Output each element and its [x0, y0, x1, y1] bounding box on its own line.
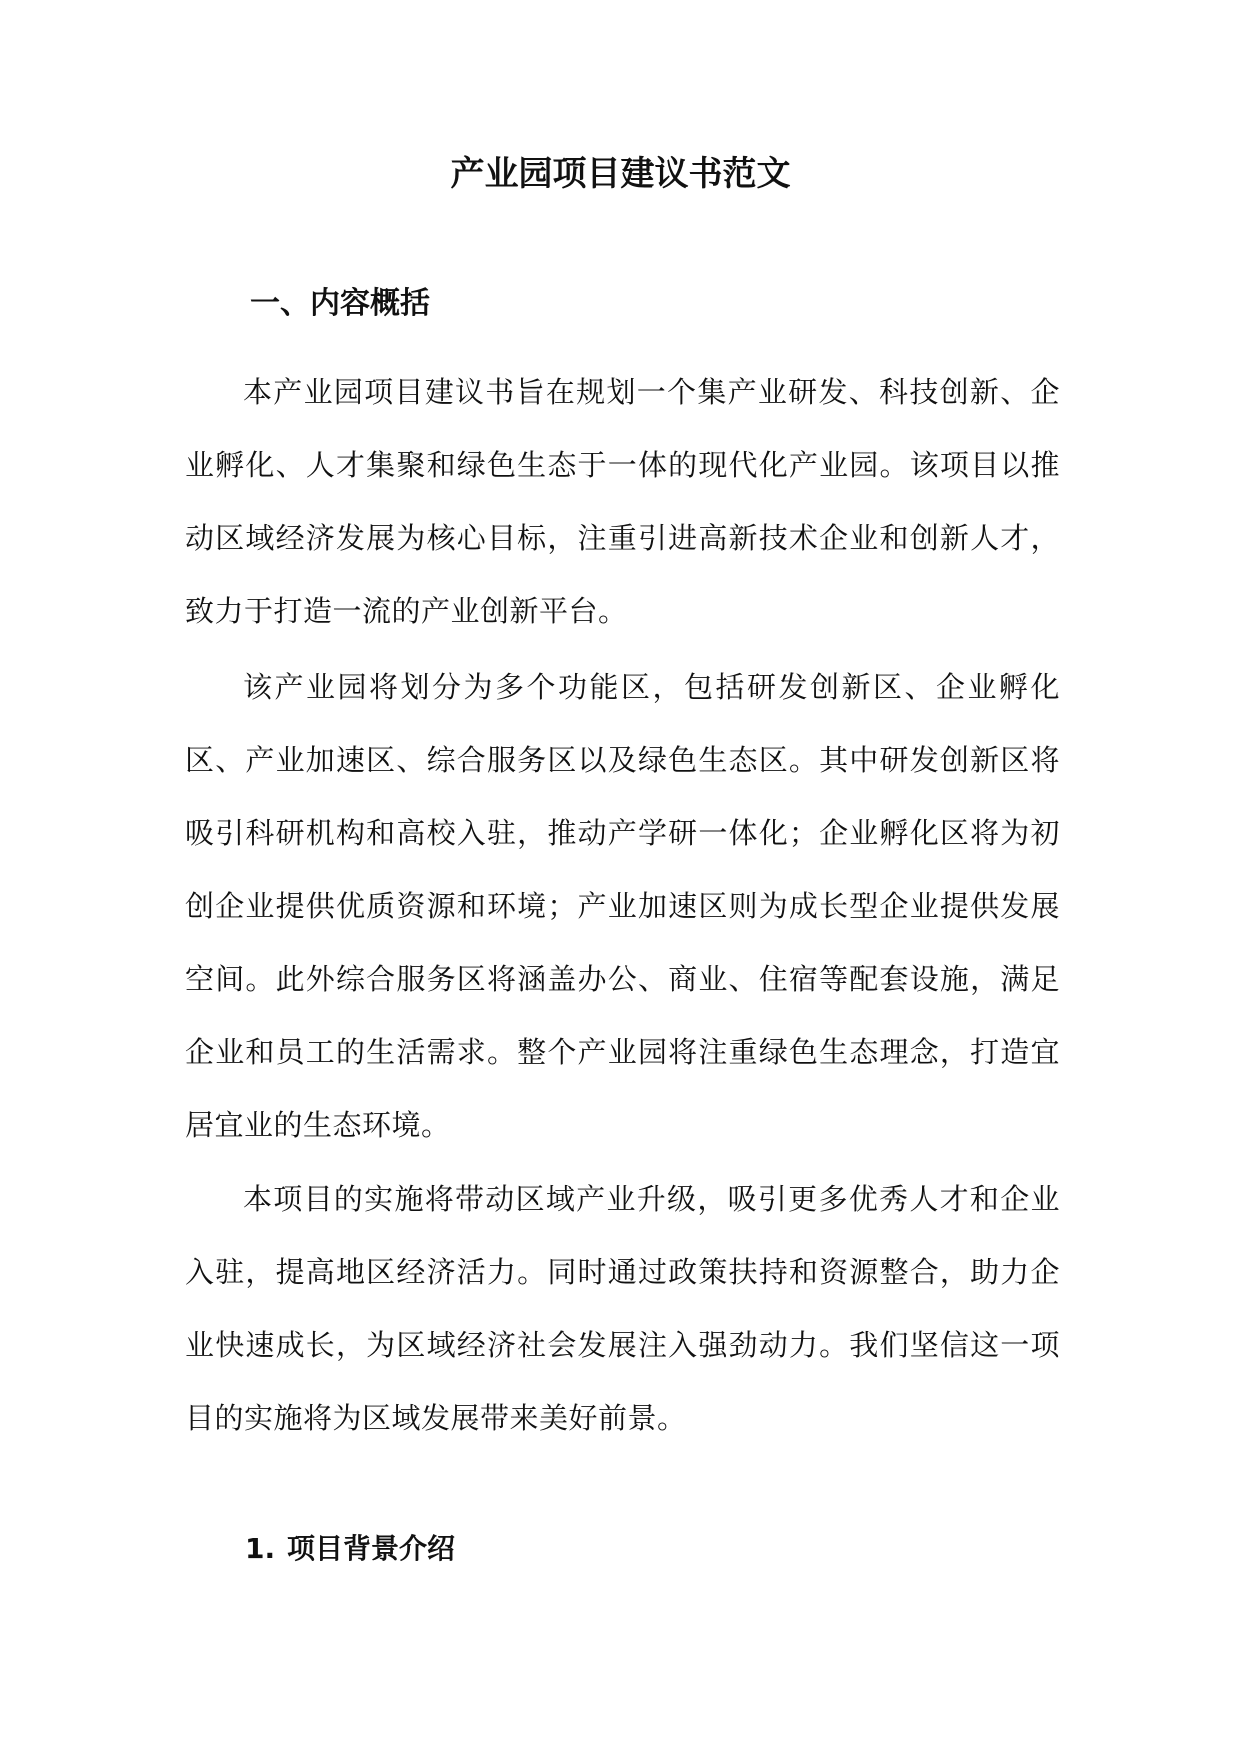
paragraph-overview: 本产业园项目建议书旨在规划一个集产业研发、科技创新、企业孵化、人才集聚和绿色生态于一体的现代化产业园。该项目以推动区域经济发展为核心目标，注重引进高新技术企业和创新人才，致力于打造一流的产业创新平台。: [185, 375, 1060, 628]
paragraph-functional-zones: 该产业园将划分为多个功能区，包括研发创新区、企业孵化区、产业加速区、综合服务区以及绿色生态区。其中研发创新区将吸引科研机构和高校入驻，推动产学研一体化；企业孵化区将为初创企业提供优质资源和环境；产业加速区则为成长型企业提供发展空间。此外综合服务区将涵盖办公、商业、住宿等配套设施，满足企业和员工的生活需求。整个产业园将注重绿色生态理念，打造宜居宜业的生态环境。: [185, 670, 1060, 1142]
subsection-heading: [245, 1528, 455, 1570]
subsection-number: 1.: [245, 1532, 276, 1565]
section-heading: 一、内容概括: [250, 286, 430, 321]
document-title: 产业园项目建议书范文: [450, 154, 791, 194]
paragraph-impact: 本项目的实施将带动区域产业升级，吸引更多优秀人才和企业入驻，提高地区经济活力。同时通过政策扶持和资源整合，助力企业快速成长，为区域经济社会发展注入强劲动力。我们坚信这一项目的实施将为区域发展带来美好前景。: [185, 1182, 1060, 1435]
subsection-title: 项目背景介绍: [287, 1532, 456, 1565]
